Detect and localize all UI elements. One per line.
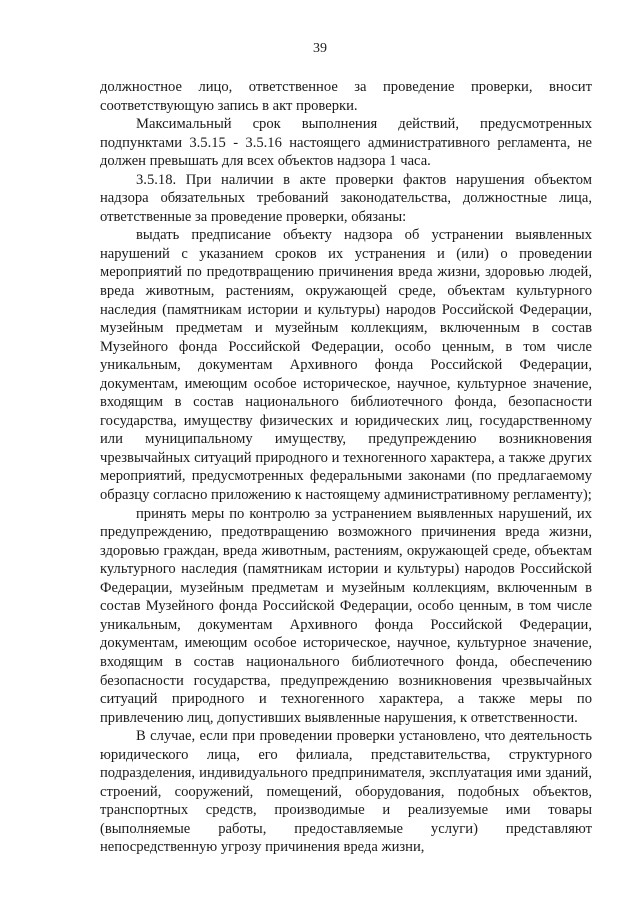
paragraph: принять меры по контролю за устранением выявленных нарушений, их предупреждению, предотвращению возможного причинения вреда жизни, здоровью граждан, вреда животным, растениям, окружающей среде, объектам культурного наследия (памятникам истории и культуры) народов Российской Федерации, музейным предметам и музейным коллекциям, включенным в состав Музейного фонда Российской Федерации, особо ценным, в том числе уникальным, документам Архивного фонда Российской Федерации, документам, имеющим особое историческое, научное, культурное значение, входящим в состав национального библиотечного фонда, обеспечению безопасности государства, предупреждению возникновения чрезвычайных ситуаций природного и техногенного характера, а также меры по привлечению лиц, допустивших выявленные нарушения, к ответственности. xyxy=(100,505,592,726)
page-number: 39 xyxy=(313,41,327,56)
paragraph: 3.5.18. При наличии в акте проверки фактов нарушения объектом надзора обязательных требований законодательства, должностные лица, ответственные за проведение проверки, обязаны: xyxy=(100,171,592,225)
paragraph: В случае, если при проведении проверки установлено, что деятельность юридического лица, его филиала, представительства, структурного подразделения, индивидуального предпринимателя, эксплуатация ими зданий, строений, сооружений, помещений, оборудования, подобных объектов, транспортных средств, производимые и реализуемые ими товары (выполняемые работы, предоставляемые услуги) представляют непосредственную угрозу причинения вреда жизни, xyxy=(100,728,592,856)
document-body xyxy=(100,78,592,857)
paragraph: выдать предписание объекту надзора об устранении выявленных нарушений с указанием сроков их устранения и (или) о проведении мероприятий по предотвращению причинения вреда жизни, здоровью людей, вреда животным, растениям, окружающей среде, объектам культурного наследия (памятникам истории и культуры) народов Российской Федерации, музейным предметам и музейным коллекциям, включенным в состав Музейного фонда Российской Федерации, особо ценным, в том числе уникальным, документам Архивного фонда Российской Федерации, документам, имеющим особое историческое, научное, культурное значение, входящим в состав национального библиотечного фонда, безопасности государства, имуществу физических и юридических лиц, государственному или муниципальному имуществу, предупреждению возникновения чрезвычайных ситуаций природного и техногенного характера, а также других мероприятий, предусмотренных федеральными законами (по предлагаемому образцу согласно приложению к настоящему административному регламенту); xyxy=(100,227,592,504)
paragraph: должностное лицо, ответственное за проведение проверки, вносит соответствующую запись в акт проверки. xyxy=(100,79,592,114)
paragraph: Максимальный срок выполнения действий, предусмотренных подпунктами 3.5.15 - 3.5.16 настоящего административного регламента, не должен превышать для всех объектов надзора 1 часа. xyxy=(100,116,592,170)
